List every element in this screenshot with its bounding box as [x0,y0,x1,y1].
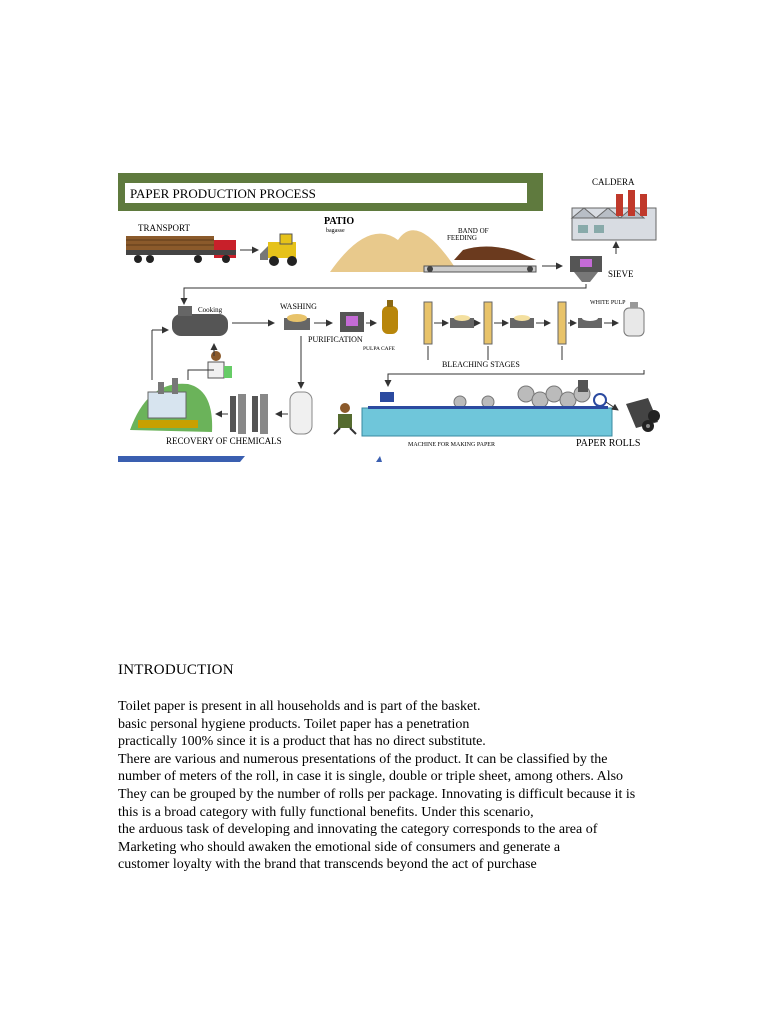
label-bleaching-stages: BLEACHING STAGES [442,360,520,369]
label-machine-for-making-paper: MACHINE FOR MAKING PAPER [408,442,495,448]
paper-making-machine-icon [362,380,612,436]
diagram-title: PAPER PRODUCTION PROCESS [130,186,316,201]
chemist-icon [208,351,232,378]
label-pulpa-cafe: PULPA CAFE [363,346,396,352]
paragraph-line: this is a broad category with fully functional benefits. Under this scenario, [118,804,534,820]
label-cooking: Cooking [198,306,223,314]
washing-icon [284,314,310,330]
storage-tank-icon [290,392,312,434]
paragraph-line: There are various and numerous presentations of the product. It can be classified by the [118,751,608,767]
paragraph-line: Marketing who should awaken the emotional side of consumers and generate a [118,839,561,855]
diagram-title-band [118,173,543,211]
label-washing: WASHING [280,302,317,311]
purification-icon [340,312,364,332]
paragraph-line: number of meters of the roll, in case it is single, double or triple sheet, among others. Also [118,769,624,785]
label-band-of: BAND OF [458,227,489,235]
label-sieve: SIEVE [608,269,634,279]
label-white-pulp: WHITE PULP [590,300,626,306]
logging-truck-icon [126,236,236,263]
worker-icon [334,403,356,434]
recovery-cylinders-icon [230,394,268,434]
label-purification: PURIFICATION [308,335,363,344]
front-loader-icon [260,234,297,266]
sieve-icon [570,256,602,282]
label-transport: TRANSPORT [138,223,190,233]
paragraph-line: the arduous task of developing and innovating the category corresponds to the area of [118,822,598,838]
chemical-recovery-plant-icon [130,378,212,432]
label-feeding: FEEDING [447,234,477,242]
paragraph-line: basic personal hygiene products. Toilet paper has a penetration [118,716,470,732]
paragraph-line: Toilet paper is present in all households and is part of the basket. [118,699,481,714]
label-bagasse: bagasse [326,228,345,234]
bleaching-stages-icon [424,302,618,344]
white-pulp-tank-icon [624,302,644,336]
caldera-factory-icon [572,190,656,240]
introduction-heading: INTRODUCTION [118,662,234,678]
paper-production-diagram [118,170,678,470]
paragraph-line: customer loyalty with the brand that transcends beyond the act of purchase [118,857,537,873]
paragraph-line: They can be grouped by the number of rolls per package. Innovating is difficult because it is [118,786,636,802]
brown-pulp-tank-icon [382,300,398,334]
paragraph-line: practically 100% since it is a product that has no direct substitute. [118,734,486,750]
label-patio: PATIO [324,216,355,227]
label-caldera: CALDERA [592,177,635,187]
introduction-paragraph [118,698,718,874]
paper-rolls-icon [626,398,660,432]
label-recovery-of-chemicals: RECOVERY OF CHEMICALS [166,436,282,446]
label-paper-rolls: PAPER ROLLS [576,438,641,449]
